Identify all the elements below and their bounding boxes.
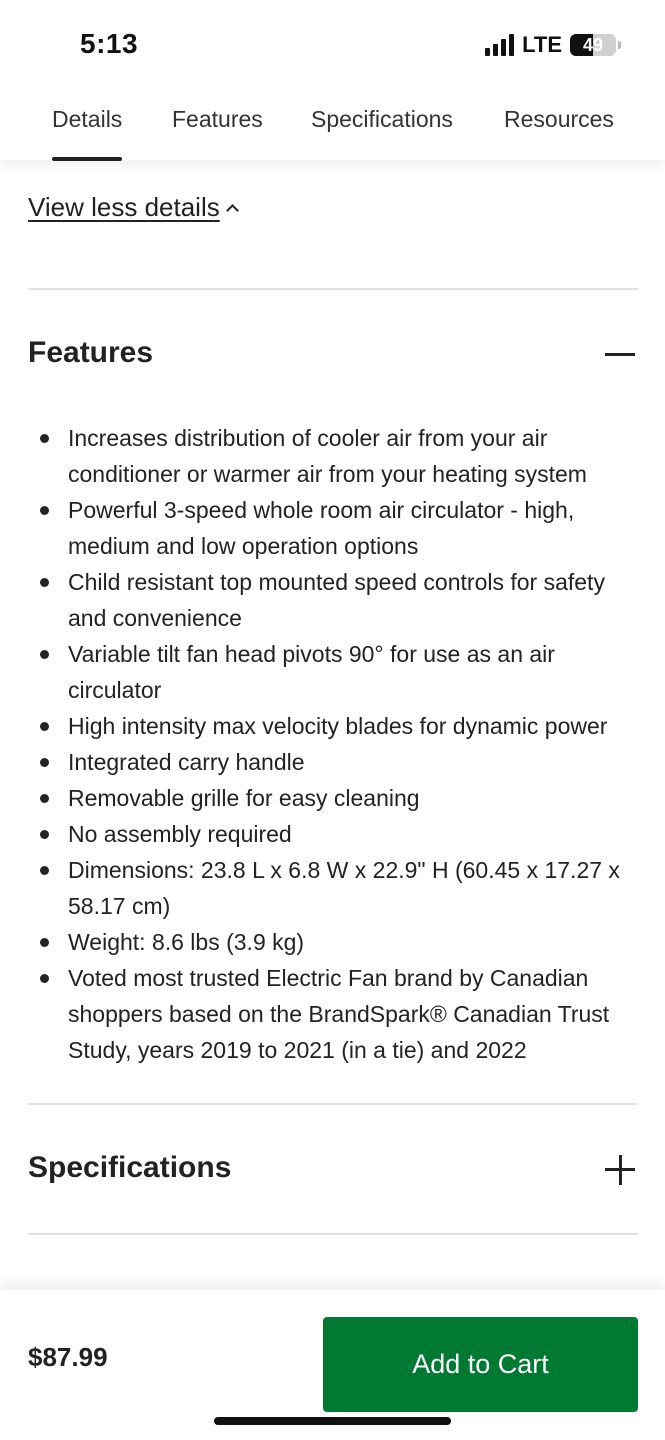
view-less-details-link[interactable]	[28, 192, 237, 223]
tab-resources[interactable]: Resources	[504, 106, 614, 132]
home-indicator[interactable]	[214, 1417, 451, 1425]
signal-icon	[485, 34, 514, 56]
specifications-heading: Specifications	[28, 1151, 232, 1184]
bottom-purchase-bar	[0, 1290, 665, 1440]
divider	[28, 288, 638, 290]
tab-features[interactable]: Features	[172, 106, 263, 132]
product-price: $87.99	[28, 1342, 108, 1372]
list-item: Variable tilt fan head pivots 90° for use as an air circulator	[28, 636, 638, 708]
plus-icon[interactable]	[605, 1155, 635, 1185]
list-item: Weight: 8.6 lbs (3.9 kg)	[28, 924, 638, 960]
list-item: Integrated carry handle	[28, 744, 638, 780]
status-indicators	[485, 32, 621, 58]
status-time: 5:13	[80, 28, 139, 59]
features-heading: Features	[28, 336, 154, 369]
view-less-details-label: View less details	[28, 192, 220, 222]
tab-details[interactable]: Details	[52, 106, 123, 132]
network-type: LTE	[522, 32, 562, 57]
list-item: High intensity max velocity blades for dynamic power	[28, 708, 638, 744]
tab-bar	[0, 80, 665, 160]
divider	[28, 1233, 638, 1235]
list-item: Voted most trusted Electric Fan brand by Canadian shoppers based on the BrandSpark® Canadian Trust Study, years 2019 to 2021 (in a tie) and 2022	[28, 960, 638, 1068]
battery-icon	[570, 34, 616, 56]
list-item: Removable grille for easy cleaning	[28, 780, 638, 816]
tab-specifications[interactable]: Specifications	[311, 106, 453, 132]
status-bar	[0, 0, 665, 80]
minus-icon[interactable]	[605, 340, 635, 370]
features-list	[28, 420, 638, 1068]
chevron-up-icon	[226, 204, 239, 217]
list-item: Dimensions: 23.8 L x 6.8 W x 22.9" H (60.45 x 17.27 x 58.17 cm)	[28, 852, 638, 924]
list-item: Child resistant top mounted speed controls for safety and convenience	[28, 564, 638, 636]
divider	[28, 1103, 638, 1105]
list-item: Powerful 3-speed whole room air circulator - high, medium and low operation options	[28, 492, 638, 564]
battery-level: 49	[582, 35, 604, 55]
battery-tip	[618, 41, 621, 49]
add-to-cart-button[interactable]: Add to Cart	[323, 1317, 638, 1412]
list-item: No assembly required	[28, 816, 638, 852]
list-item: Increases distribution of cooler air from your air conditioner or warmer air from your heating system	[28, 420, 638, 492]
